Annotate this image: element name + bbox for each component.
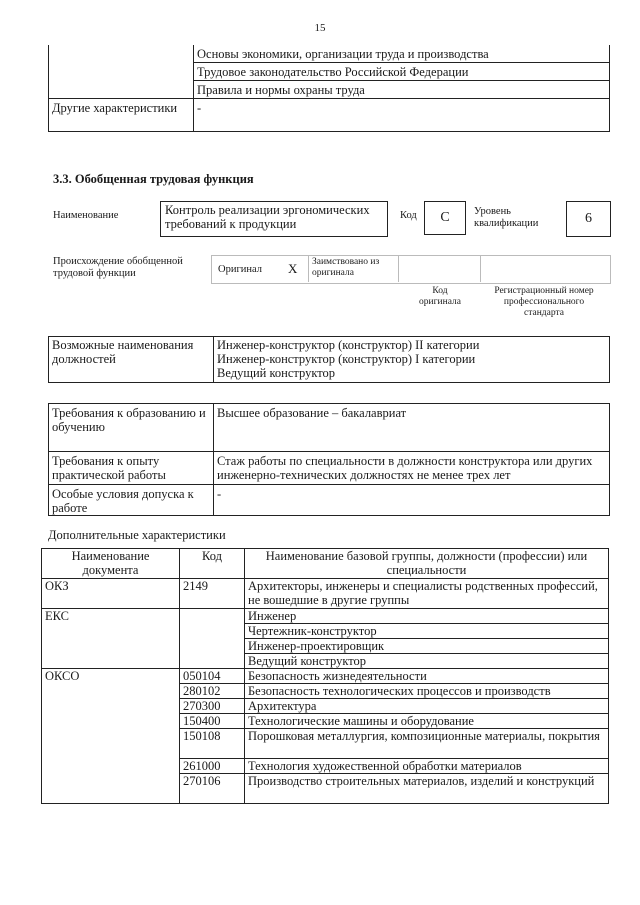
row-code: 050104 bbox=[180, 669, 245, 684]
section-title: 3.3. Обобщенная трудовая функция bbox=[53, 172, 254, 186]
req-special-label: Особые условия допуска к работе bbox=[49, 485, 214, 516]
row-code bbox=[180, 609, 245, 669]
code-original-label: Код оригинала bbox=[419, 286, 461, 307]
code-value: C bbox=[440, 210, 450, 225]
additional-table bbox=[41, 548, 609, 804]
code-label: Код bbox=[400, 210, 417, 221]
other-characteristics-value: - bbox=[194, 99, 610, 132]
header-doc: Наименование документа bbox=[42, 549, 180, 579]
row-code: 2149 bbox=[180, 579, 245, 609]
positions-table bbox=[48, 336, 610, 383]
level-value-box bbox=[566, 201, 611, 237]
positions-label: Возможные наименования должностей bbox=[49, 337, 214, 383]
name-label: Наименование bbox=[53, 210, 119, 221]
position-2: Ведущий конструктор bbox=[217, 366, 336, 380]
row-code: 150400 bbox=[180, 714, 245, 729]
row-doc: ОКСО bbox=[42, 669, 180, 804]
req-experience-value: Стаж работы по специальности в должности конструктора или других инженерно-технических должностях не менее трех лет bbox=[214, 452, 610, 485]
original-mark: X bbox=[288, 261, 298, 276]
req-education-label: Требования к образованию и обучению bbox=[49, 404, 214, 452]
row-code: 270106 bbox=[180, 774, 245, 804]
row-name: Производство строительных материалов, изделий и конструкций bbox=[245, 774, 609, 804]
top-value-1: Трудовое законодательство Российской Федерации bbox=[194, 63, 609, 81]
code-value-box bbox=[424, 201, 466, 235]
other-characteristics-label: Другие характеристики bbox=[49, 99, 194, 132]
origin-divider-2 bbox=[398, 255, 399, 282]
level-label: Уровень квалификации bbox=[474, 206, 539, 229]
top-row-label bbox=[49, 45, 194, 99]
row-code: 280102 bbox=[180, 684, 245, 699]
header-code: Код bbox=[180, 549, 245, 579]
row-name: Чертежник-конструктор bbox=[245, 624, 609, 639]
req-experience-label: Требования к опыту практической работы bbox=[49, 452, 214, 485]
name-value: Контроль реализации эргономических требований к продукции bbox=[165, 203, 370, 231]
page-number: 15 bbox=[314, 22, 326, 34]
position-0: Инженер-конструктор (конструктор) II категории bbox=[217, 338, 480, 352]
row-name: Безопасность технологических процессов и производств bbox=[245, 684, 609, 699]
reg-number-label: Регистрационный номер профессионального стандарта bbox=[494, 286, 594, 318]
top-value-0: Основы экономики, организации труда и производства bbox=[194, 45, 609, 63]
row-doc: ОКЗ bbox=[42, 579, 180, 609]
row-name: Технологические машины и оборудование bbox=[245, 714, 609, 729]
additional-title: Дополнительные характеристики bbox=[48, 528, 226, 542]
row-name: Архитекторы, инженеры и специалисты родственных профессий, не вошедшие в другие группы bbox=[245, 579, 609, 609]
row-doc: ЕКС bbox=[42, 609, 180, 669]
top-value-2: Правила и нормы охраны труда bbox=[197, 83, 365, 97]
origin-divider-3 bbox=[480, 255, 481, 282]
row-name: Инженер-проектировщик bbox=[245, 639, 609, 654]
original-label: Оригинал bbox=[218, 264, 262, 275]
origin-divider-1 bbox=[308, 255, 309, 282]
req-special-value: - bbox=[214, 485, 610, 516]
req-education-value: Высшее образование – бакалавриат bbox=[214, 404, 610, 452]
header-name: Наименование базовой группы, должности (профессии) или специальности bbox=[245, 549, 609, 579]
requirements-table bbox=[48, 403, 610, 516]
row-name: Ведущий конструктор bbox=[245, 654, 609, 669]
row-code: 261000 bbox=[180, 759, 245, 774]
row-name: Архитектура bbox=[245, 699, 609, 714]
origin-box bbox=[211, 255, 611, 284]
level-value: 6 bbox=[585, 211, 592, 226]
row-code: 270300 bbox=[180, 699, 245, 714]
row-name: Инженер bbox=[245, 609, 609, 624]
row-code: 150108 bbox=[180, 729, 245, 759]
position-1: Инженер-конструктор (конструктор) I категории bbox=[217, 352, 476, 366]
name-value-box bbox=[160, 201, 388, 237]
top-knowledge-table bbox=[48, 45, 610, 132]
row-name: Порошковая металлургия, композиционные материалы, покрытия bbox=[245, 729, 609, 759]
origin-label: Происхождение обобщенной трудовой функции bbox=[53, 256, 183, 279]
borrowed-label: Заимствовано из оригинала bbox=[312, 257, 380, 278]
row-name: Технология художественной обработки материалов bbox=[245, 759, 609, 774]
row-name: Безопасность жизнедеятельности bbox=[245, 669, 609, 684]
